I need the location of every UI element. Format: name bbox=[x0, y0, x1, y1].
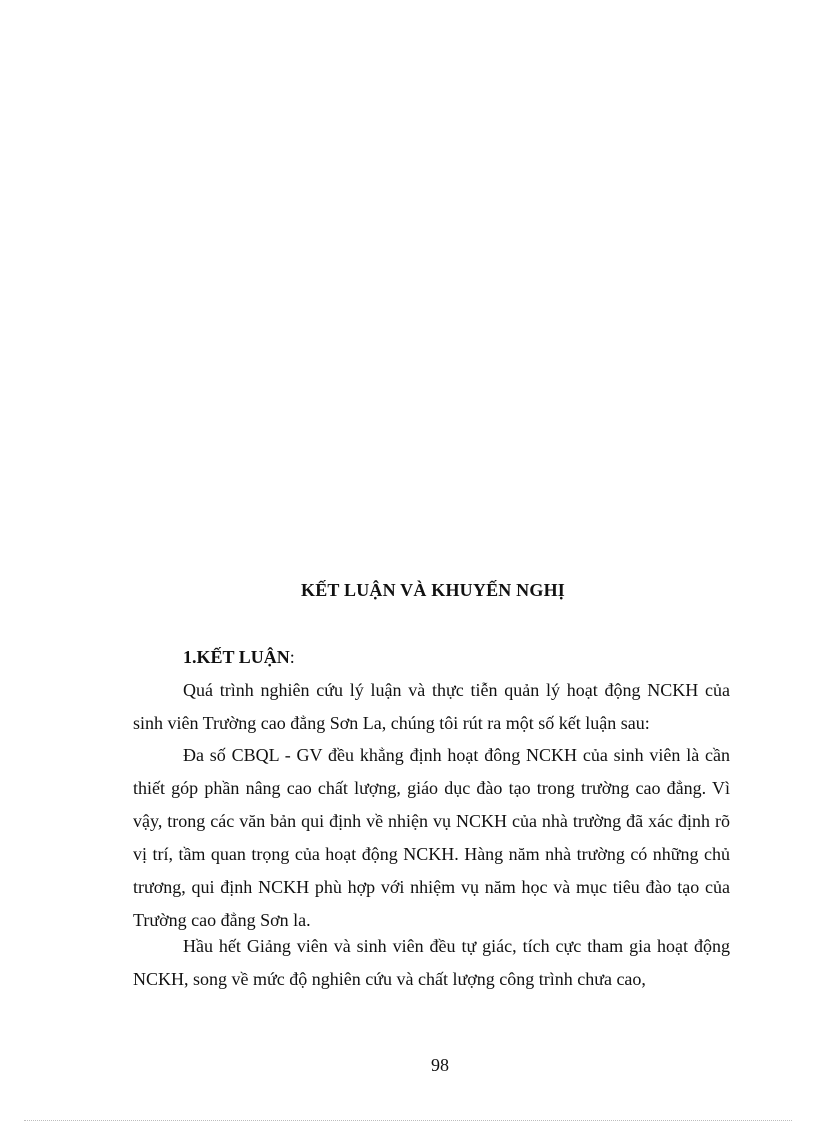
paragraph-1 bbox=[133, 674, 730, 740]
paragraph-text: Đa số CBQL - GV đều khẳng định hoạt đông NCKH của sinh viên là cần thiết góp phần nâng cao chất lượng, giáo dục đào tạo trong trường cao đẳng. Vì vậy, trong các văn bản qui định về nhiện vụ NCKH của nhà trường đã xác định rõ vị trí, tầm quan trọng của hoạt động NCKH. Hàng năm nhà trường có những chủ trương, qui định NCKH phù hợp với nhiệm vụ năm học và mục tiêu đào tạo của Trường cao đẳng Sơn la. bbox=[133, 745, 730, 930]
section-heading-suffix: : bbox=[289, 647, 295, 667]
page-title: KẾT LUẬN VÀ KHUYẾN NGHỊ bbox=[301, 580, 565, 600]
section-heading bbox=[183, 644, 295, 670]
section-heading-text: KẾT LUẬN bbox=[196, 647, 290, 667]
page-bottom-border bbox=[24, 1120, 792, 1121]
paragraph-text: Hầu hết Giảng viên và sinh viên đều tự giác, tích cực tham gia hoạt động NCKH, song về mức độ nghiên cứu và chất lượng công trình chưa cao, bbox=[133, 936, 730, 989]
page-number: 98 bbox=[431, 1055, 449, 1075]
paragraph-2 bbox=[133, 739, 730, 937]
section-number: 1. bbox=[183, 647, 197, 667]
paragraph-3 bbox=[133, 930, 730, 996]
paragraph-text: Quá trình nghiên cứu lý luận và thực tiễn quản lý hoạt động NCKH của sinh viên Trường cao đẳng Sơn La, chúng tôi rút ra một số kết luận sau: bbox=[133, 680, 730, 733]
